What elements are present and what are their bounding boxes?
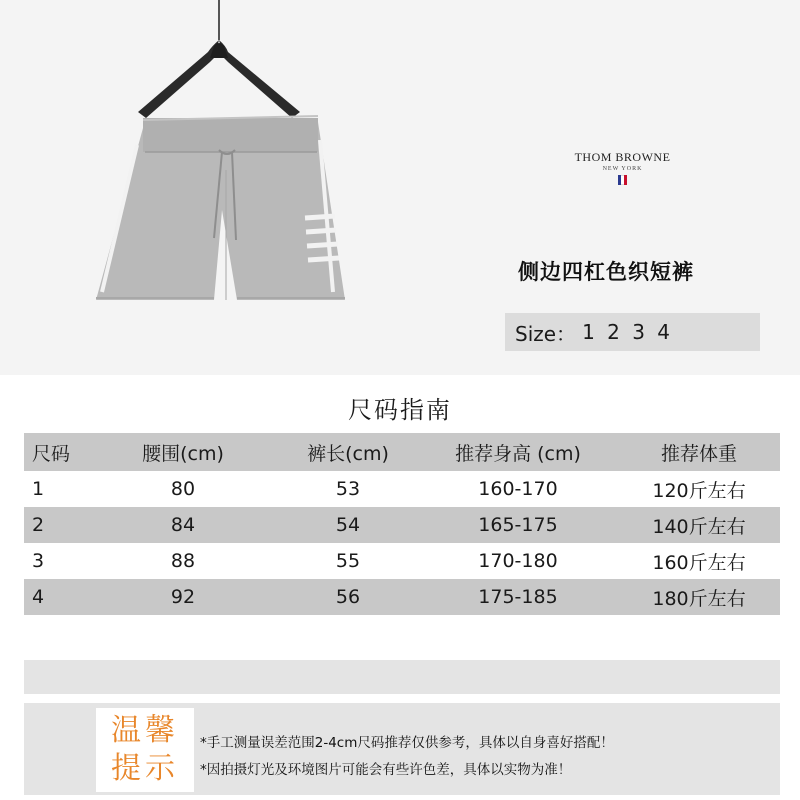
product-hero [0, 0, 800, 375]
tricolor-flag-icon [565, 175, 680, 185]
table-header-row [24, 433, 780, 471]
cell-waist: 92 [170, 586, 196, 608]
cell-waist: 84 [170, 514, 196, 536]
cell-length: 56 [335, 586, 361, 608]
table-row [24, 507, 780, 543]
notice-label-line1: 温馨 [111, 713, 179, 748]
table-row [24, 543, 780, 579]
header-waist: 腰围(cm) [142, 442, 224, 465]
cell-waist: 80 [170, 478, 196, 500]
size-bar [505, 313, 760, 351]
table-row [24, 471, 780, 507]
brand-logo [565, 150, 680, 185]
cell-size: 1 [32, 478, 45, 500]
hanger-and-shorts-image [0, 0, 500, 375]
brand-city: NEW YORK [602, 166, 643, 172]
cell-weight: 120斤左右 [652, 479, 746, 502]
cell-length: 55 [335, 550, 361, 572]
notice-panel [24, 703, 780, 795]
cell-size: 4 [32, 586, 45, 608]
header-length: 裤长(cm) [307, 442, 389, 465]
cell-size: 3 [32, 550, 45, 572]
cell-height: 165-175 [478, 514, 558, 536]
notice-text [200, 730, 614, 784]
size-table [24, 433, 780, 615]
divider-band [24, 660, 780, 694]
header-height: 推荐身高 (cm) [455, 442, 581, 465]
cell-height: 175-185 [478, 586, 558, 608]
size-values: 1 2 3 4 [582, 320, 674, 344]
cell-height: 160-170 [478, 478, 558, 500]
product-title: 侧边四杠色织短裤 [518, 260, 694, 284]
notice-line-2: *因拍摄灯光及环境图片可能会有些许色差，具体以实物为准！ [200, 762, 572, 778]
notice-line-1: *手工测量误差范围2-4cm尺码推荐仅供参考，具体以自身喜好搭配！ [200, 735, 614, 751]
cell-weight: 160斤左右 [652, 551, 746, 574]
size-guide-title: 尺码指南 [348, 396, 452, 424]
header-weight: 推荐体重 [660, 442, 737, 465]
notice-label-line2: 提示 [111, 751, 179, 786]
brand-name: THOM BROWNE [574, 150, 671, 164]
cell-weight: 180斤左右 [652, 587, 746, 610]
cell-length: 54 [335, 514, 361, 536]
cell-height: 170-180 [478, 550, 558, 572]
size-label: Size： [515, 321, 577, 346]
cell-weight: 140斤左右 [652, 515, 746, 538]
header-size: 尺码 [32, 442, 71, 465]
notice-label [96, 708, 194, 792]
cell-waist: 88 [170, 550, 196, 572]
cell-length: 53 [335, 478, 361, 500]
cell-size: 2 [32, 514, 45, 536]
table-row [24, 579, 780, 615]
